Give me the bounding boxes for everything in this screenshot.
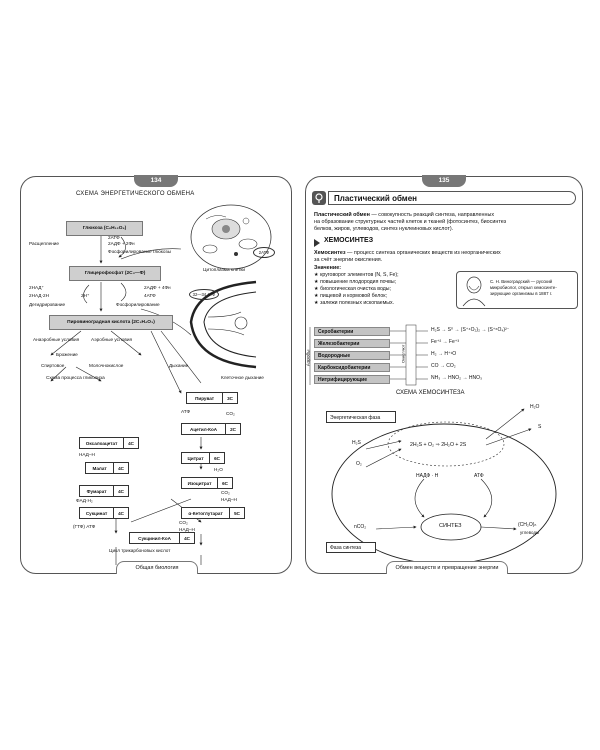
isocitrate-box: Изоцитрат 6С bbox=[181, 477, 233, 489]
equation: 2H₂S + O₂ ⇒ 2H₂O + 2S bbox=[410, 442, 467, 448]
pyruvic-acid-box: Пировиноградная кислота (2C₃H₄O₃) bbox=[49, 315, 173, 330]
co2-label-3: CO₂ bbox=[179, 520, 188, 525]
plastic-line1: Пластический обмен — совокупность реакций синтеза, направленных bbox=[314, 212, 495, 218]
synthesis-phase-box: Фаза синтеза bbox=[326, 542, 376, 553]
aerobes-label: Аэробы bbox=[305, 349, 311, 367]
plastic-line2: на образование структурных частей клеток и тканей (фотосинтез, биосинтез bbox=[314, 219, 507, 225]
atp-row1: 2АТФ bbox=[108, 235, 120, 240]
bullet-5: ★ залежи полезных ископаемых. bbox=[314, 300, 395, 306]
atp2-bubble: 2АТФ bbox=[253, 247, 275, 258]
aerobic-label: Аэробные условия bbox=[91, 337, 133, 342]
page-number-left: 134 bbox=[134, 175, 178, 187]
h2o-cycle: H₂O bbox=[214, 467, 223, 472]
citrate-box: Цитрат 6С bbox=[181, 452, 225, 464]
left-page-title: СХЕМА ЭНЕРГЕТИЧЕСКОГО ОБМЕНА bbox=[76, 191, 195, 197]
vino-line1: С. Н. Виноградский — русский bbox=[490, 279, 553, 284]
glucose-box: Глюкоза (C₆H₁₂O₆) bbox=[66, 221, 143, 236]
bullet-3: ★ биологическая очистка воды; bbox=[314, 286, 391, 292]
nadh-cycle-3: НАД–Н bbox=[179, 527, 195, 532]
nadph-label: НАДФ · Н bbox=[416, 473, 439, 479]
nadh-cycle-1: НАД–Н bbox=[79, 452, 95, 457]
bacteria-sulfur: Серобактерии bbox=[314, 327, 390, 336]
oxaloacetate-box: Оксалоацетат 4С bbox=[79, 437, 139, 449]
section-header: Пластический обмен bbox=[328, 191, 576, 205]
h2o-label: H₂O bbox=[530, 404, 540, 410]
succinate-box: Сукцинат 4С bbox=[79, 507, 129, 519]
glycerophosphate-box: Глицерофосфат (2C₃—Ф) bbox=[69, 266, 161, 281]
reaction-sulfur: H₂S → S⁰ → (S⁺⁴O₂)₂ → (S⁺⁶O₄)²⁻ bbox=[431, 327, 510, 333]
co2-label-1: CO₂ bbox=[226, 411, 235, 416]
split-label: Расщепление bbox=[29, 241, 60, 246]
h2s-label: H₂S bbox=[352, 440, 361, 446]
atf-label: АТФ bbox=[181, 409, 191, 414]
glyco-scheme-label: Схема процесса гликолиза bbox=[46, 375, 105, 380]
vino-line2: микробиолог, открыл хемосинте- bbox=[490, 285, 557, 290]
nco2-label: nCO₂ bbox=[354, 524, 367, 530]
pin-icon bbox=[312, 191, 326, 205]
atp-row2: 2АДФ + 2Фн bbox=[108, 241, 135, 246]
s-label: S bbox=[538, 424, 542, 430]
reaction-nitrify: NH₃ → HNO₂ → HNO₃ bbox=[431, 375, 483, 381]
reaction-hydrogen: H₂ → H⁺¹O bbox=[431, 351, 457, 357]
reaction-iron: Fe⁺² → Fe⁺³ bbox=[431, 339, 460, 345]
synthesis-label: СИНТЕЗ bbox=[439, 523, 462, 529]
cytoplasm-label: Цитоплазма клетки bbox=[203, 267, 246, 272]
malate-box: Малат 4С bbox=[85, 462, 129, 474]
nadh-cycle-2: НАД–Н bbox=[221, 497, 237, 502]
fadh-label: ФАД·H₂ bbox=[76, 498, 93, 503]
left-footer: Общая биология bbox=[116, 561, 198, 574]
plastic-line3: белков, жиров, углеводов, синтез нуклеиновых кислот). bbox=[314, 226, 454, 232]
nadh-label: 2НАД·2Н bbox=[29, 293, 50, 298]
h2-label: 2Н⁺ bbox=[81, 293, 90, 298]
vino-line3: зирующие организмы в 1887 г. bbox=[490, 291, 553, 296]
anaerobic-label: Анаэробные условия bbox=[33, 337, 80, 342]
spirit-label: Спиртовое bbox=[41, 363, 65, 368]
acetyl-coa-box: Ацетил-КоА 2С bbox=[181, 423, 241, 435]
breath-label: Дыхание bbox=[169, 363, 189, 368]
left-page bbox=[20, 176, 292, 574]
dehydro-label: Дегидрирование bbox=[29, 302, 66, 307]
krebs-label: Цикл трикарбоновых кислот bbox=[109, 548, 171, 553]
lactic-label: Молочнокислое bbox=[89, 363, 124, 368]
chemo-header: ХЕМОСИНТЕЗ bbox=[324, 237, 374, 244]
bullet-1: ★ круговорот элементов (N, S, Fe); bbox=[314, 272, 399, 278]
meaning-label: Значение: bbox=[314, 265, 341, 271]
bacteria-carboxy: Карбоксидобактерии bbox=[314, 363, 390, 372]
o2-label: O₂ bbox=[356, 461, 362, 467]
gtf-label: (ГТФ) АТФ bbox=[73, 524, 96, 529]
succinyl-coa-box: Сукцинил-КоА 4С bbox=[129, 532, 195, 544]
vinogradsky-box bbox=[456, 271, 578, 309]
scheme-title: СХЕМА ХЕМОСИНТЕЗА bbox=[396, 390, 465, 396]
atp36-bubble: 32—34 АТФ bbox=[189, 289, 219, 300]
pyruvate-box: Пируват 3С bbox=[186, 392, 238, 404]
chemo-line2: за счёт энергии окисления. bbox=[314, 257, 383, 263]
bacteria-nitrify: Нитрифицирующие bbox=[314, 375, 390, 384]
triangle-icon bbox=[314, 239, 320, 247]
right-footer: Обмен веществ и превращение энергии bbox=[386, 561, 508, 574]
co2-label-2: CO₂ bbox=[221, 490, 230, 495]
carbs-label: углеводы bbox=[520, 530, 540, 535]
bacteria-iron: Железобактерии bbox=[314, 339, 390, 348]
portrait-icon bbox=[460, 274, 488, 306]
bacteria-hydrogen: Водородные bbox=[314, 351, 390, 360]
reaction-carboxy: CO → CO₂ bbox=[431, 363, 456, 369]
ketoglutarate-box: α-Кетоглутарат 5С bbox=[181, 507, 245, 519]
adp4-label: 2АДФ + 4Фн bbox=[144, 285, 171, 290]
atp4-label: 4АТФ bbox=[144, 293, 156, 298]
right-page bbox=[305, 176, 583, 574]
energy-phase-box: Энергетическая фаза bbox=[326, 411, 396, 423]
cell-breathing-label: Клеточное дыхание bbox=[221, 375, 264, 380]
ch2o-label: (CH₂O)ₙ bbox=[518, 522, 537, 528]
ferment-label: Брожение bbox=[56, 352, 78, 357]
phos-glucose-label: Фосфорилирование глюкозы bbox=[108, 249, 171, 254]
bullet-4: ★ пищевой и кормовой белок; bbox=[314, 293, 387, 299]
nad-label: 2НАД⁺ bbox=[29, 285, 44, 290]
atf-right-label: АТФ bbox=[474, 473, 484, 479]
fumarate-box: Фумарат 4С bbox=[79, 485, 129, 497]
oxidize-label: Окисляют bbox=[400, 344, 406, 363]
phosphor-label: Фосфорилирование bbox=[116, 302, 160, 307]
page-number-right: 135 bbox=[422, 175, 466, 187]
chemo-line1: Хемосинтез — процесс синтеза органических веществ из неорганических bbox=[314, 250, 501, 256]
bullet-2: ★ повышение плодородия почвы; bbox=[314, 279, 397, 285]
